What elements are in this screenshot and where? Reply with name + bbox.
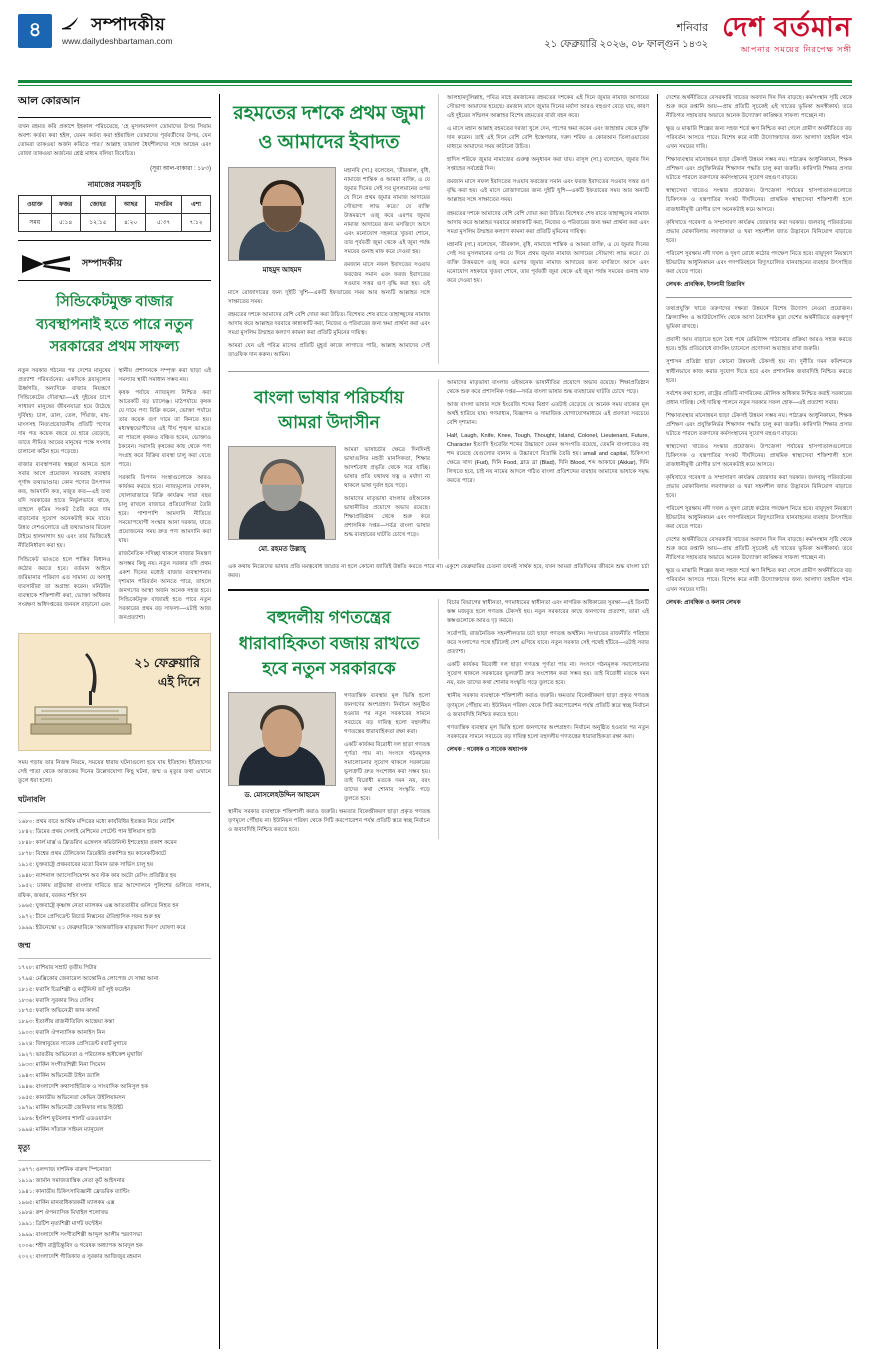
table-row (19, 214, 211, 232)
article-3-title (228, 605, 430, 682)
author-photo (228, 167, 336, 261)
editorial-para: সিন্ডিকেট ভাঙতে হলে শাস্তির বিধানও কঠোর করতে হবে। বর্তমান আইনে জরিমানার পরিমাণ এত সামান্য যে অসাধু ব্যবসায়ীরা তা অগ্রাহ্য করেন। মনিটরিং ব্যবস্থাকে শক্তিশালী করা, ভোক্তা অধিকার সংরক্ষণ অধিদপ্তরের জনবল বাড়ানো এবং স্থানীয় প্রশাসনকে সম্পৃক্ত করা ছাড়া এই সমস্যার স্থায়ী সমাধান সম্ভব নয়। (18, 367, 211, 608)
masthead (18, 14, 852, 76)
article-2-left (228, 379, 430, 559)
article-para: গণতান্ত্রিক ব্যবস্থার মূল ভিত্তি হলো জনগণের অংশগ্রহণ। নির্বাচন অনুষ্ঠিত হওয়ার পর নতুন সরকারের সামনে সবচেয়ে বড় দায়িত্ব হলো বহুদলীয় গণতন্ত্রের ধারাবাহিকতা রক্ষা করা। (447, 724, 649, 740)
right-para: কৃষিখাতে গবেষণা ও সম্প্রসারণ কার্যক্রম জোরদার করা দরকার। জলবায়ু পরিবর্তনের প্রভাব মোকাবিলায় লবণাক্ততা ও খরা সহনশীল জাত উদ্ভাবনে বিনিয়োগ বাড়াতে হবে। (666, 474, 852, 500)
list-item: ১৯৯১: ব্রিটিশ নৃত্যশিল্পী মার্গট ফন্টেইন (18, 1221, 102, 1228)
article-1-right (438, 94, 649, 364)
article-para: আমাদের মাতৃভাষা বাংলার ওইঅনেক ভাষানীতির প্রয়োগে অভাব রয়েছে। শিক্ষাপ্রতিষ্ঠান থেকে শুরু করে প্রশাসনিক দপ্তর—সর্বত্র বাংলা ভাষার শুদ্ধ ব্যবহারের ঘাটতি চোখে পড়ে। (344, 496, 430, 539)
list-item: ১৮৪৮: কার্ল মার্ক্স ও ফ্রিডরিখ এঙ্গেলস কমিউনিস্ট ইশতেহার প্রকাশ করেন (18, 840, 177, 847)
editorial-title-line2: ব্যবস্থাপনাই হতে পারে নতুন (36, 316, 193, 333)
section-block (62, 16, 173, 46)
article-para-words: Half, Laugh, Knife, Knee, Tough, Thought, Island, Colonel, Lieutenant, Future, Character ইত্যাদি ইংরেজি শব্দের উচ্চারণে যেমন অসংগতি রয়েছে, তেমনি বাংলাতেও বহু শব্দ রয়েছে যেগুলোর বানান ও উচ্চারণে বিভ্রান্তি তৈরি হয়। small and capital, চিকিৎসা ক্ষেত্রে খাদ্য (Fud), দিনি Food, ব্লাড ব্রা (Blad), দিনি Blood, শব্দ আকারে (Akkar), দিনি লিখতে হবে, চাই নয় নামের আদলে গঠিত বাংলা প্রতিশব্দের ব্যবহার আমাদের ভাষাকে সমৃদ্ধ করতে পারে। (447, 433, 649, 485)
list-item: ১৮৭৫: ফরাসি অভিনেত্রী জান কালমঁ (18, 1008, 100, 1015)
this-day-title-line2: এই দিনে (157, 674, 200, 689)
time-esha: ৭:১২ (182, 214, 211, 232)
list-item: ১৯৪৬: বাংলাদেশি কথাসাহিত্যিক ও সাংবাদিক আনিসুল হক (18, 1083, 148, 1090)
article-3-body-right (447, 599, 649, 755)
article-1-author-name: মাহমুদ আহমদ (262, 267, 302, 274)
deaths-heading: মৃত্যু (18, 1143, 30, 1153)
list-item: ১৯৯৯: বাংলাদেশি সংগীতশিল্পী আব্দুল আলীম স্মরণসভা (18, 1231, 142, 1238)
list-item: ১৯২৪: জিম্বাবুয়ের সাবেক প্রেসিডেন্ট রবার্ট মুগাবে (18, 1040, 127, 1047)
row-label: সময় (19, 214, 52, 232)
this-day-title (134, 654, 200, 692)
article-para: আজ বাংলা ভাষার সঙ্গে ইংরেজি শব্দের মিশ্রণ এতটাই বেড়েছে যে অনেক সময় বাক্যের মূল অর্থই হারিয়ে যায়। গণমাধ্যম, বিজ্ঞাপন ও সামাজিক যোগাযোগমাধ্যমে এই প্রবণতা সবচেয়ে বেশি দৃশ্যমান। (447, 402, 649, 427)
right-para: পরিবেশ সুরক্ষায় নদী দখল ও দূষণ রোধে কঠোর পদক্ষেপ নিতে হবে। বায়ুদূষণ নিয়ন্ত্রণে ইটভাটার আধুনিকায়ন এবং গণপরিবহনে বিদ্যুৎচালিত যানবাহনের ব্যবহার উৎসাহিত করা যেতে পারে। (666, 506, 852, 531)
list-item: ১৭২৮: রাশিয়ার সম্রাট তৃতীয় পিটার (18, 965, 97, 972)
deaths-list (18, 1166, 211, 1262)
list-item: ১৮৪২: ডিমের প্রথম সেলাই মেশিনের পেটেন্ট পান ইলিয়াস হাউ (18, 829, 156, 836)
article-2-title-line1: বাংলা ভাষার পরিচর্যায় (254, 387, 404, 407)
col-head-zohr: জোহর (80, 196, 116, 214)
right-para: ক্ষুদ্র ও মাঝারি শিল্পের জন্য সহজ শর্তে ঋণ নিশ্চিত করা গেলে গ্রামীণ অর্থনীতিতে বড় পরিবর্তন আসতে পারে। বিশেষ করে নারী উদ্যোক্তাদের জন্য আলাদা তহবিল গঠন এখন সময়ের দাবি। (666, 568, 852, 593)
article-1-author-block (228, 167, 336, 276)
article-1-title-line2: ও আমাদের ইবাদত (258, 131, 400, 153)
list-item: ১৯৫৫: কানাডীয় অভিনেতা কেভিন উইলিয়ামসন (18, 1094, 126, 1101)
right-column-body-top (666, 94, 852, 290)
article-para: রহমতের দশকে আমাদের বেশি বেশি দোয়া করা উচিত। বিশেষত শেষ রাতে তাহাজ্জুদের নামাজ আদায় করে আল্লাহর দরবারে কান্নাকাটি করা, নিজের ও পরিবারের জন্য ক্ষমা প্রার্থনা করা এবং সমগ্র মুসলিম উম্মাহর কল্যাণ কামনা করা প্রতিটি মুমিনের দায়িত্ব। (447, 210, 649, 235)
editorial-body (18, 367, 211, 623)
article-1-left (228, 94, 430, 364)
right-para: কৃষিখাতে গবেষণা ও সম্প্রসারণ কার্যক্রম জোরদার করা দরকার। জলবায়ু পরিবর্তনের প্রভাব মোকাবিলায় লবণাক্ততা ও খরা সহনশীল জাত উদ্ভাবনে বিনিয়োগ বাড়াতে হবে। (666, 219, 852, 244)
list-item: ১৯৮৬: ইংলিশ ফুটবলার শার্লট এডওয়ার্ডস (18, 1116, 112, 1123)
col-head-fajr: ফজর (51, 196, 80, 214)
article-2-title-line2: আমরা উদাসীন (278, 413, 380, 433)
divider (18, 812, 211, 813)
section-url: www.dailydeshbartaman.com (62, 35, 173, 46)
right-para: শিক্ষাব্যবস্থার মানোন্নয়ন ছাড়া টেকসই উন্নয়ন সম্ভব নয়। পাঠ্যক্রম আধুনিকায়ন, শিক্ষক প্রশিক্ষণ এবং প্রযুক্তিনির্ভর শিক্ষাদান পদ্ধতি চালু করা জরুরি। কারিগরি শিক্ষার প্রসার ঘটাতে পারলে তরুণদের কর্মসংস্থানের সুযোগ বহুগুণ বাড়বে। (666, 157, 852, 182)
newspaper-logo (722, 14, 852, 57)
divider (228, 589, 649, 591)
article-2-closing: এক কথায় নিজেদের ভাষার প্রতি মমত্ববোধ জাগ্রত না হলে কোনো জাতিই উন্নতি করতে পারে না। একুশে ফেব্রুয়ারির চেতনা তখনই সার্থক হবে, যখন আমরা প্রতিদিনের জীবনে শুদ্ধ বাংলা চর্চা করব। (228, 563, 649, 579)
right-para: সর্বশেষ কথা হলো, রাষ্ট্রের প্রতিটি নাগরিকের মৌলিক অধিকার নিশ্চিত করাই সরকারের প্রধান দায়িত্ব। সেই দায়িত্ব পালনে নতুন সরকার সফল হোক—এই প্রত্যাশা সবার। (666, 390, 852, 406)
list-item: ১৬৮০: প্রথম বারে আর্থিক মন্দিরের মধ্যে কার্যবিধির ইতস্তত নিয়ে নোটিশ (18, 818, 175, 825)
list-item: ১৯৪৮: ন্যাশনাল অ্যাসোসিয়েশন অব স্টক কার অটো রেসিং প্রতিষ্ঠিত হয় (18, 872, 177, 879)
logo-tagline: আপনার সময়ের নিরপেক্ষ সঙ্গী (740, 45, 852, 54)
editorial-band (18, 251, 211, 277)
right-para: পরিবেশ সুরক্ষায় নদী দখল ও দূষণ রোধে কঠোর পদক্ষেপ নিতে হবে। বায়ুদূষণ নিয়ন্ত্রণে ইটভাটার আধুনিকায়ন এবং গণপরিবহনে বিদ্যুৎচালিত যানবাহনের ব্যবহার উৎসাহিত করা যেতে পারে। (666, 250, 852, 275)
article-1 (228, 94, 649, 364)
this-day-box (18, 633, 211, 751)
list-item: ১৯১৯: জার্মান সমাজতান্ত্রিক নেতা কুর্ট আইসনার (18, 1178, 125, 1185)
right-para: সুশাসন প্রতিষ্ঠা ছাড়া কোনো উন্নয়নই টেকসই হয় না। দুর্নীতি দমন কমিশনকে স্বাধীনভাবে কাজ করার সুযোগ দিতে হবে এবং প্রশাসনিক জবাবদিহি নিশ্চিত করতে হবে। (666, 359, 852, 384)
col-head-waqt: ওয়াক্ত (19, 196, 52, 214)
article-para: স্থানীয় সরকার ব্যবস্থাকে শক্তিশালী করাও জরুরি। ক্ষমতার বিকেন্দ্রীকরণ ছাড়া প্রকৃত গণতন্ত্র তৃণমূলে পৌঁছায় না। ইউনিয়ন পরিষদ থেকে সিটি করপোরেশন পর্যন্ত প্রতিটি স্তরে স্বচ্ছ নির্বাচন ও জবাবদিহি নিশ্চিত করতে হবে। (447, 693, 649, 718)
weekday: শনিবার (676, 22, 709, 34)
quill-icon (62, 16, 82, 35)
divider (18, 280, 211, 281)
right-column-body-bottom (666, 305, 852, 608)
list-item: ১৯৮৪: রুশ ঔপন্যাসিক মিখাইল শলোখভ (18, 1210, 109, 1217)
right-para: প্রবাসী আয় বাড়াতে হলে বৈধ পথে রেমিট্যান্স পাঠানোর প্রক্রিয়া আরও সহজ করতে হবে। হুন্ডি প্রতিরোধে ব্যাংকিং চ্যানেলে প্রণোদনা অব্যাহত রাখা জরুরি। (666, 337, 852, 353)
divider (228, 371, 649, 372)
list-item: ১৯৬৫: যুক্তরাষ্ট্রে কৃষ্ণাঙ্গ নেতা ম্যালকম এক্স আততায়ীর গুলিতে নিহত হন (18, 903, 179, 910)
time-zohr: ১২:১৫ (80, 214, 116, 232)
date-block (544, 14, 708, 52)
quran-reference: (সূরা আল-বাকারা : ১৮৩) (150, 166, 211, 173)
divider (18, 117, 211, 118)
article-2-author-name: মো. রহমত উল্লাহ্ (258, 545, 306, 553)
article-2-author-block (228, 446, 336, 555)
divider (18, 240, 211, 241)
time-asr: ৪:২০ (116, 214, 146, 232)
fountain-pen-icon (18, 251, 74, 277)
editorial-para: নতুন সরকার গঠনের পর দেশের মানুষের প্রত্যাশা পরিবর্তনের। একদিকে দ্রব্যমূল্যের ঊর্ধ্বগতি, অন্যদিকে বাজার নিয়ন্ত্রণে সিন্ডিকেটের দৌরাত্ম্য—এই দুইয়ের চাপে সাধারণ মানুষের জীবনযাত্রা হয়ে উঠেছে দুর্বিষহ। চাল, ডাল, তেল, পিঁয়াজ, মাছ-মাংসসহ নিত্যপ্রয়োজনীয় প্রতিটি পণ্যের দাম গত কয়েক বছরে যে হারে বেড়েছে, তাতে সীমিত আয়ের মানুষের পক্ষে সংসার চালানো কঠিন হয়ে পড়েছে। (18, 367, 111, 456)
masthead-rule-thin (18, 85, 852, 86)
article-para: রহমতের দশকে আমাদের বেশি বেশি দোয়া করা উচিত। বিশেষত শেষ রাতে তাহাজ্জুদের নামাজ আদায় করে আল্লাহর দরবারে কান্নাকাটি করা, নিজের ও পরিবারের জন্য ক্ষমা প্রার্থনা করা এবং সমগ্র মুসলিম উম্মাহর কল্যাণ কামনা করা প্রতিটি মুমিনের দায়িত্ব। (228, 311, 430, 336)
list-item: ২০০৬: শহীদ রাষ্ট্রচিন্তুবিদ ও গবেষক অধ্যাপক আবদুল হক (18, 1242, 143, 1249)
article-2-title (228, 385, 430, 436)
right-para: দেশের অর্থনীতিতে বেসরকারি খাতের অবদান দিন দিন বাড়ছে। কর্মসংস্থান সৃষ্টি থেকে শুরু করে রপ্তানি আয়—প্রায় প্রতিটি সূচকেই এই খাতের ভূমিকা অনস্বীকার্য। তবে নীতিগত সহায়তার অভাবে অনেক উদ্যোক্তা কাঙ্ক্ষিত সাফল্য পাচ্ছেন না। (666, 95, 852, 120)
list-item: ১৯৯৪: মার্কিন সাঁতারু সাইমন ম্যানুয়েল (18, 1127, 104, 1134)
article-1-title (228, 100, 430, 157)
list-item: ১৯৩৩: মার্কিন সংগীতশিল্পী নিনা সিমোন (18, 1062, 106, 1069)
article-1-body-right (447, 94, 649, 286)
section-title-text: সম্পাদকীয় (91, 14, 166, 34)
list-item: ১৭৯৪: মেক্সিকোর জেনারেল আন্তোনিও লোপেজ দে সান্তা আনা (18, 976, 159, 983)
article-para: এ মাসে মহান আল্লাহ রহমতের দরজা খুলে দেন, পাপের ক্ষমা করেন এবং জাহান্নাম থেকে মুক্তি দান করেন। তাই এই দিনে বেশি বেশি ইস্তেগফার, দরুদ শরিফ ও কোরআন তিলাওয়াতের মাধ্যমে আমাদের সময় কাটানো উচিত। (447, 126, 649, 151)
article-para: গণতান্ত্রিক ব্যবস্থার মূল ভিত্তি হলো জনগণের অংশগ্রহণ। নির্বাচন অনুষ্ঠিত হওয়ার পর নতুন সরকারের সামনে সবচেয়ে বড় দায়িত্ব হলো বহুদলীয় গণতন্ত্রের ধারাবাহিকতা রক্ষা করা। (344, 692, 430, 735)
quran-text: তখন রহমত করি প্রকাশে ইহকাল পরিচয়েছে, ‘হে মুসলমানগণ তোমাদের উপর সিয়াম অবশ্য কর্তব্য করা হইল, যেমন কর্তব্য করা হইয়াছিল তোমাদের পূর্ববর্তীদের উপর, যেন তোমরা তাকওয়া অর্জন করিতে পার।’ আল্লাহ তায়ালা ধৈর্যশীলদের সঙ্গে আছেন এবং রোজা তাকওয়া অর্জনের শ্রেষ্ঠ মাধ্যম বলিয়া বিবেচিত। (18, 124, 211, 158)
namaz-title: নামাজের সময়সূচি (87, 180, 142, 190)
article-3-author-name: ড. মোসলেহউদ্দিন আহমেদ (244, 791, 320, 799)
article-3-author-block (228, 692, 336, 801)
right-byline-1: লেখক: প্রাবন্ধিক, ইসলামী চিন্তাবিদ (666, 281, 745, 288)
right-para: দেশের অর্থনীতিতে বেসরকারি খাতের অবদান দিন দিন বাড়ছে। কর্মসংস্থান সৃষ্টি থেকে শুরু করে রপ্তানি আয়—প্রায় প্রতিটি সূচকেই এই খাতের ভূমিকা অনস্বীকার্য। তবে নীতিগত সহায়তার অভাবে অনেক উদ্যোক্তা কাঙ্ক্ষিত সাফল্য পাচ্ছেন না। (666, 537, 852, 562)
section-title (62, 16, 173, 35)
list-item: ১৯৯৯: ইউনেস্কো ২১ ফেব্রুয়ারিকে ‘আন্তর্জাতিক মাতৃভাষা দিবস’ ঘোষণা করে (18, 925, 186, 932)
list-item: ১৮৭৮: বিশ্বের প্রথম টেলিফোন ডিরেক্টরি প্রকাশিত হয় কানেকটিকাটে (18, 851, 167, 858)
article-para: একটি কার্যকর বিরোধী দল ছাড়া গণতন্ত্র পূর্ণতা পায় না। সংসদে গঠনমূলক সমালোচনার সুযোগ থাকলে সরকারের ভুলত্রুটি দ্রুত সংশোধন করা সম্ভব হয়। তাই বিরোধী মতকে দমন নয়, বরং তাদের কথা শোনার সংস্কৃতি গড়ে তুলতে হবে। (447, 662, 649, 687)
article-2-right (438, 379, 649, 559)
table-header-row (19, 196, 211, 214)
editorial-title-line1: সিন্ডিকেটমুক্ত বাজার (56, 294, 173, 311)
article-3-left (228, 599, 430, 839)
this-day-title-line1: ২১ ফেব্রুয়ারি (134, 655, 200, 670)
list-item: ১৯৫২: ঢাকায় রাষ্ট্রভাষা বাংলার দাবিতে ছাত্র আন্দোলনে পুলিশের গুলিতে সালাম, রফিক, জব্বার, বরকত শহিদ হন (18, 883, 211, 899)
article-para: আমরা যেন এই পবিত্র মাসের প্রতিটি মুহূর্ত কাজে লাগাতে পারি, আল্লাহ আমাদের সেই তাওফিক দান করুন। আমিন। (228, 342, 430, 358)
article-para: হাদিস শরিফে জুমার নামাজের গুরুত্ব অনুধাবন করা যায়। রাসুল (সা.) বলেছেন, জুমার দিন সপ্তাহের সর্বশ্রেষ্ঠ দিন। (447, 157, 649, 173)
right-para: তথ্যপ্রযুক্তি খাতে তরুণদের দক্ষতা উন্নয়নে বিশেষ উদ্যোগ নেওয়া প্রয়োজন। ফ্রিল্যান্সিং ও আউটসোর্সিং থেকে আসা বৈদেশিক মুদ্রা দেশের অর্থনীতিতে গুরুত্বপূর্ণ ভূমিকা রাখছে। (666, 306, 852, 331)
article-3-right (438, 599, 649, 839)
editorial-band-label: সম্পাদকীয় (82, 257, 122, 269)
left-column (18, 94, 220, 1349)
time-fajr: ৫:১৪ (51, 214, 80, 232)
date-line: ২১ ফেব্রুয়ারি ২০২৬, ০৮ ফাল্গুন ১৪৩২ (544, 38, 709, 50)
col-head-magrib: মাগরিব (146, 196, 182, 214)
namaz-table (18, 195, 211, 232)
article-para: আমাদের মাতৃভাষা বাংলার ওইঅনেক ভাষানীতির প্রয়োগে অভাব রয়েছে। শিক্ষাপ্রতিষ্ঠান থেকে শুরু করে প্রশাসনিক দপ্তর—সর্বত্র বাংলা ভাষার শুদ্ধ ব্যবহারের ঘাটতি চোখে পড়ে। (447, 379, 649, 395)
article-para: সর্বোপরি, রাজনৈতিক সহনশীলতার চর্চা ছাড়া গণতন্ত্র অর্থহীন। সংঘাতের রাজনীতি পরিহার করে সংলাপের পথে হাঁটলেই দেশ এগিয়ে যাবে। নতুন সরকার সেই পথেই হাঁটবে—এটাই সবার প্রত্যাশা। (447, 631, 649, 656)
events-list (18, 818, 211, 934)
editorial-para: বাজার ব্যবস্থাপনায় স্বচ্ছতা আনতে হলে সবার আগে প্রয়োজন সরবরাহ ব্যবস্থার পূর্ণাঙ্গ তথ্যভাণ্ডার। কোন পণ্যের উৎপাদন কত, আমদানি কত, মজুত কত—এই তথ্য যদি সরকারের হাতে নির্ভুলভাবে থাকে, তাহলে কৃত্রিম সংকট তৈরি করে দাম বাড়ানোর সুযোগ অনেকটাই কমে যাবে। উন্নত দেশগুলোতে এই তথ্যভাণ্ডার রিয়েল টাইমে হালনাগাদ হয় এবং তার ভিত্তিতেই নীতিনির্ধারণ করা হয়। (18, 462, 111, 550)
editorial-para: কৃষক পর্যায়ে ন্যায্যমূল্য নিশ্চিত করা আরেকটি বড় চ্যালেঞ্জ। মাঠপর্যায়ে কৃষক যে দামে পণ্য বিক্রি করেন, ভোক্তা পর্যায়ে তার কয়েক গুণ দামে তা কিনতে হয়। মধ্যস্বত্বভোগীদের এই দীর্ঘ শৃঙ্খল ভাঙতে না পারলে কৃষকও বঞ্চিত হবেন, ভোক্তাও ঠকবেন। সরাসরি কৃষকের কাছ থেকে পণ্য সংগ্রহ করে বিক্রির ব্যবস্থা চালু করা যেতে পারে। (118, 389, 211, 469)
middle-column (220, 94, 658, 1349)
list-item: ১৯৪৩: মার্কিন অভিনেত্রী টাইন ড্যালি (18, 1073, 100, 1080)
right-para: স্বাস্থ্যসেবা খাতেও সংস্কার প্রয়োজন। উপজেলা পর্যায়ের হাসপাতালগুলোতে চিকিৎসক ও যন্ত্রপাতির সংকট দীর্ঘদিনের। প্রাথমিক স্বাস্থ্যসেবা শক্তিশালী হলে রাজধানীমুখী রোগীর চাপ অনেকটাই কমে আসবে। (666, 443, 852, 468)
article-2 (228, 379, 649, 559)
list-item: ১৯২৭: ভারতীয় অভিনেতা ও পরিচালক হৃষীকেশ মুখার্জি (18, 1051, 143, 1058)
right-column (658, 94, 852, 1349)
list-item: ১৮৩৬: ফরাসি সুরকার লিও দেলিব (18, 997, 94, 1004)
article-para: মহানবি (সা.) বলেছেন, ‘তীরকাল, বুধি, নামাজে শান্তিক ও আমরা ব্যক্তি, এ যে জুমার দিনের সেই সব মুসলমানের ওপর যে দিনে প্রথম জুমার নামাজ আদায়ের সৌভাগ্য লাভ করে।’ যে ব্যক্তি উত্তমরূপে ওজু করে এরপর জুমার নামাজ আদায়ের জন্য মসজিদে আসে এবং মনোযোগ সহকারে খুতবা শোনে, তার পূর্ববর্তী জুমা থেকে এই জুমা পর্যন্ত সময়ের গুনাহ মাফ করে দেওয়া হয়। (344, 168, 430, 256)
list-item: ১৮১৫: ফরাসি চিত্রশিল্পী ও কার্টুনিস্ট জ্যঁ লুই ফরেইন (18, 986, 131, 993)
time-magrib: ৫:৩৭ (146, 214, 182, 232)
list-item: ১৬৭৭: ওলন্দাজ দার্শনিক বারুখ স্পিনোজা (18, 1167, 111, 1174)
article-para: আমরা ভাষাচর্চার ক্ষেত্রে দিনদিনই ভাষাগুলির মহতী মানসিকতা, শিক্ষার আদর্শবোধ প্রভৃতি থেকে সরে যাচ্ছি। ভাষার প্রতি যথাযথ যত্ন ও মর্যাদা না থাকলে ভাষা দুর্বল হয়ে পড়ে। (344, 446, 430, 490)
editorial-title (18, 291, 211, 358)
list-item: ২০২২: বাংলাদেশি গীতিকার ও সুরকার আজিজুর রহমান (18, 1253, 141, 1260)
list-item: ১৯৪১: কানাডীয় চিকিৎসাবিজ্ঞানী ফ্রেডরিক ব্যান্টিং (18, 1188, 130, 1195)
article-para: আলহামদুলিল্লাহ, পবিত্র মাহে রমজানের রহমতের দশকের এই দিনে জুমার নামাজ আদায়ের সৌভাগ্য আমাদের হয়েছে। রমজান মাসে জুমার দিনের মর্যাদা আরও বহুগুণ বেড়ে যায়, কারণ এই দুইয়ের সম্মিলন আল্লাহর বিশেষ রহমতের বার্তা বহন করে। (447, 95, 649, 120)
events-heading: ঘটনাবলি (18, 794, 46, 804)
page-content (18, 94, 852, 1349)
right-para: স্বাস্থ্যসেবা খাতেও সংস্কার প্রয়োজন। উপজেলা পর্যায়ের হাসপাতালগুলোতে চিকিৎসক ও যন্ত্রপাতির সংকট দীর্ঘদিনের। প্রাথমিক স্বাস্থ্যসেবা শক্তিশালী হলে রাজধানীমুখী রোগীর চাপ অনেকটাই কমে আসবে। (666, 188, 852, 213)
list-item: ১৯৭২: চীনে প্রেসিডেন্ট রিচার্ড নিক্সনের ঐতিহাসিক সফর শুরু হয় (18, 914, 161, 921)
editorial-para: রাজনৈতিক সদিচ্ছা থাকলে বাজার নিয়ন্ত্রণ অসম্ভব কিছু নয়। নতুন সরকার যদি প্রথম একশ দিনের মধ্যেই বাজার ব্যবস্থাপনায় দৃশ্যমান পরিবর্তন আনতে পারে, তাহলে জনগণের আস্থা অর্জন অনেক সহজ হবে। সিন্ডিকেটমুক্ত বাজারই হতে পারে নতুন সরকারের প্রথম বড় সাফল্য—এটাই আজ জনপ্রত্যাশা। (118, 551, 211, 621)
divider (18, 1160, 211, 1161)
divider (666, 297, 852, 298)
article-para: স্থানীয় সরকার ব্যবস্থাকে শক্তিশালী করাও জরুরি। ক্ষমতার বিকেন্দ্রীকরণ ছাড়া প্রকৃত গণতন্ত্র তৃণমূলে পৌঁছায় না। ইউনিয়ন পরিষদ থেকে সিটি করপোরেশন পর্যন্ত প্রতিটি স্তরে স্বচ্ছ নির্বাচন ও জবাবদিহি নিশ্চিত করতে হবে। (228, 809, 430, 834)
editorial-para: সরকারি বিপণন সংস্থাগুলোকে আরও কার্যকর করতে হবে। ন্যায্যমূল্যের দোকান, খোলাবাজারে বিক্রি কার্যক্রম সারা বছর চালু রাখলে বাজারে প্রতিযোগিতা তৈরি হবে। পাশাপাশি আমদানি নীতিতে সময়োপযোগী সংস্কার আনা দরকার, যাতে প্রয়োজনের সময় দ্রুত পণ্য আমদানি করা যায়। (118, 475, 211, 545)
article-3-title-line3: হবে নতুন সরকারকে (262, 659, 396, 679)
right-para: শিক্ষাব্যবস্থার মানোন্নয়ন ছাড়া টেকসই উন্নয়ন সম্ভব নয়। পাঠ্যক্রম আধুনিকায়ন, শিক্ষক প্রশিক্ষণ এবং প্রযুক্তিনির্ভর শিক্ষাদান পদ্ধতি চালু করা জরুরি। কারিগরি শিক্ষার প্রসার ঘটাতে পারলে তরুণদের কর্মসংস্থানের সুযোগ বহুগুণ বাড়বে। (666, 412, 852, 437)
divider (18, 958, 211, 959)
col-head-esha: এশা (182, 196, 211, 214)
this-day-intro: সময় গড়ায় তার নিজস্ব নিয়মে, সময়ের ধারায় ঘটনাগুলো হয়ে যায় ইতিহাস। ইতিহাসের সেই পাতা থেকে আজকের দিনের উল্লেখযোগ্য কিছু ঘটনা, জন্ম ও মৃত্যুর তথ্য এখানে তুলে ধরা হলো। (18, 759, 211, 785)
list-item: ১৯৭৯: মার্কিন অভিনেত্রী জেনিফার লাভ হিউইট (18, 1105, 124, 1112)
page-number: ৪ (18, 14, 52, 48)
masthead-rule (18, 80, 852, 83)
book-and-quill-icon (29, 651, 133, 742)
logo-title: দেশ বর্তমান (722, 12, 852, 42)
list-item: ১৮৯৩: ইতালীয় রাজনীতিবিদ আন্দ্রেয়া কস্তা (18, 1019, 114, 1026)
article-2-body-right (447, 379, 649, 487)
article-1-title-line1: রহমতের দশকে প্রথম জুমা (233, 103, 425, 124)
author-photo (228, 692, 336, 786)
article-para: রমজান মাসে নফল ইবাদতের সওয়াব ফরজের সমান এবং ফরজ ইবাদতের সওয়াব সত্তর গুণ বৃদ্ধি করা হয়। এই মাসে রোজাদারের জন্য দুইটি খুশি—একটি ইফতারের সময় আর অন্যটি আল্লাহর সঙ্গে সাক্ষাতের সময়। (447, 179, 649, 204)
quran-heading: আল কোরআন (18, 95, 80, 107)
article-3-title-line1: বহুদলীয় গণতন্ত্রের (267, 608, 391, 628)
list-item: ১৯৬৫: মার্কিন মানবাধিকারকর্মী ম্যালকম এক্স (18, 1199, 115, 1206)
masthead-right (544, 14, 852, 57)
article-3-footer: লেখক : গবেষক ও সাবেক অধ্যাপক (447, 746, 528, 753)
masthead-left (18, 14, 173, 48)
births-list (18, 964, 211, 1135)
editorial-title-line3: সরকারের প্রথম সাফল্য (49, 339, 180, 356)
article-3 (228, 599, 649, 839)
list-item: ১৯০৩: ফরাসি ঔপন্যাসিক আনাইস নিন (18, 1029, 105, 1036)
article-para: রমজান মাসে নফল ইবাদতের সওয়াব ফরজের সমান এবং ফরজ ইবাদতের সওয়াব সত্তর গুণ বৃদ্ধি করা হয়। এই মাসে রোজাদারের জন্য দুইটি খুশি—একটি ইফতারের সময় আর অন্যটি আল্লাহর সঙ্গে সাক্ষাতের সময়। (228, 262, 430, 305)
births-heading: জন্ম (18, 941, 31, 951)
article-para: মহানবি (সা.) বলেছেন, ‘তীরকাল, বুধি, নামাজে শান্তিক ও আমরা ব্যক্তি, এ যে জুমার দিনের সেই সব মুসলমানের ওপর যে দিনে প্রথম জুমার নামাজ আদায়ের সৌভাগ্য লাভ করে।’ যে ব্যক্তি উত্তমরূপে ওজু করে এরপর জুমার নামাজ আদায়ের জন্য মসজিদে আসে এবং মনোযোগ সহকারে খুতবা শোনে, তার পূর্ববর্তী জুমা থেকে এই জুমা পর্যন্ত সময়ের গুনাহ মাফ করে দেওয়া হয়। (447, 241, 649, 284)
article-para: বিচার বিভাগের স্বাধীনতা, গণমাধ্যমের স্বাধীনতা এবং নাগরিক অধিকারের সুরক্ষা—এই তিনটি স্তম্ভ মজবুত হলে গণতন্ত্র টেকসই হয়। নতুন সরকারের কাছে জনগণের প্রত্যাশা, তারা এই স্তম্ভগুলোকে আরও দৃঢ় করবে। (447, 600, 649, 625)
list-item: ১৯১৫: যুক্তরাষ্ট্রে প্রথমবারের মতো বিমান ডাক সার্ভিস চালু হয় (18, 861, 154, 868)
right-para: ক্ষুদ্র ও মাঝারি শিল্পের জন্য সহজ শর্তে ঋণ নিশ্চিত করা গেলে গ্রামীণ অর্থনীতিতে বড় পরিবর্তন আসতে পারে। বিশেষ করে নারী উদ্যোক্তাদের জন্য আলাদা তহবিল গঠন এখন সময়ের দাবি। (666, 126, 852, 151)
col-head-asr: আছর (116, 196, 146, 214)
right-footer-note: লেখক: প্রাবন্ধিক ও কলাম লেখক (666, 599, 741, 606)
article-para: একটি কার্যকর বিরোধী দল ছাড়া গণতন্ত্র পূর্ণতা পায় না। সংসদে গঠনমূলক সমালোচনার সুযোগ থাকলে সরকারের ভুলত্রুটি দ্রুত সংশোধন করা সম্ভব হয়। তাই বিরোধী মতকে দমন নয়, বরং তাদের কথা শোনার সংস্কৃতি গড়ে তুলতে হবে। (344, 741, 430, 803)
article-3-title-line2: ধারাবাহিকতা বজায় রাখতে (238, 633, 420, 653)
author-photo (228, 446, 336, 540)
